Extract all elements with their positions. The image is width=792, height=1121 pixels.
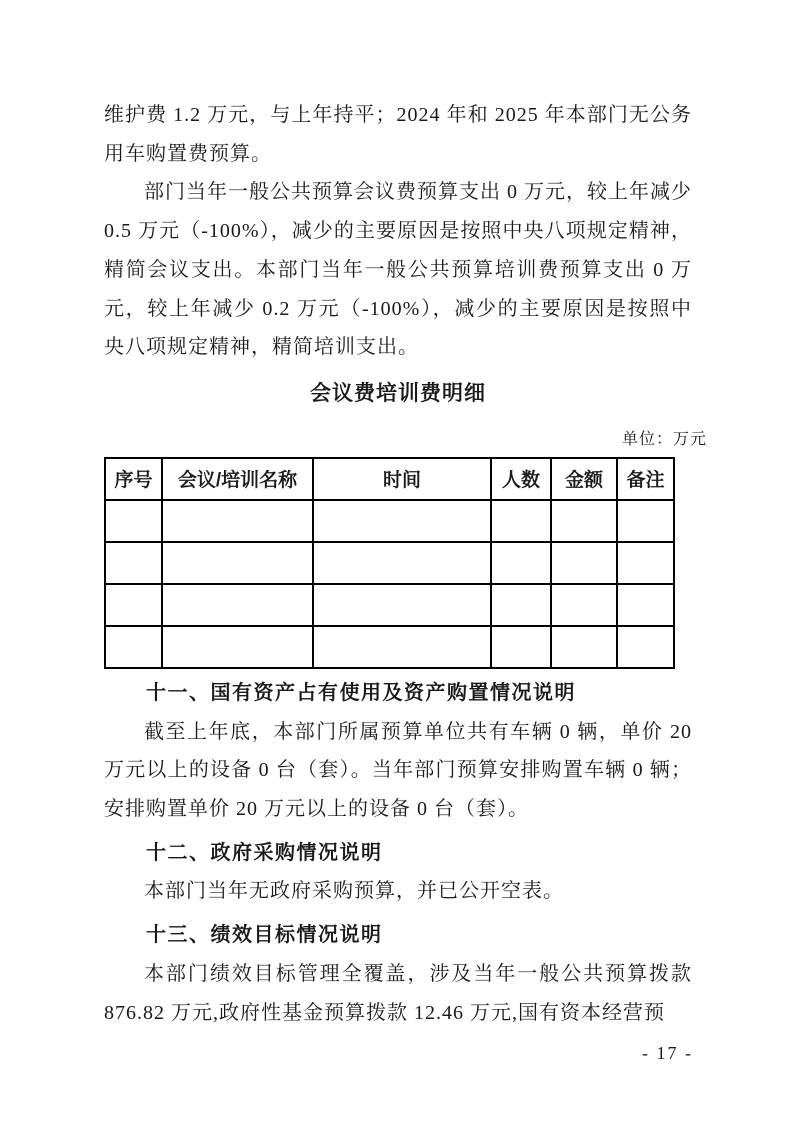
paragraph-government-procurement: 本部门当年无政府采购预算，并已公开空表。 [144, 880, 564, 903]
table-row [105, 626, 674, 668]
table-row [105, 500, 674, 542]
empty-cell [313, 626, 491, 668]
empty-cell [617, 584, 674, 626]
empty-cell [617, 626, 674, 668]
table-row [105, 584, 674, 626]
meeting-training-detail-table [104, 457, 675, 669]
empty-cell [313, 500, 491, 542]
paragraph-state-assets: 截至上年底，本部门所属预算单位共有车辆 0 辆，单价 20 万元以上的设备 0 台（套）。当年部门预算安排购置车辆 0 辆；安排购置单价 20 万元以上的设备 0 台（套）。 [104, 720, 692, 821]
empty-cell [617, 542, 674, 584]
section-heading-performance-targets: 十三、绩效目标情况说明 [146, 924, 383, 947]
empty-cell [491, 500, 551, 542]
column-header-remarks: 备注 [617, 458, 674, 500]
empty-cell [551, 542, 617, 584]
section-heading-government-procurement: 十二、政府采购情况说明 [146, 841, 383, 864]
empty-cell [617, 500, 674, 542]
empty-cell [313, 584, 491, 626]
empty-cell [105, 626, 162, 668]
empty-cell [551, 500, 617, 542]
table-title: 会议费培训费明细 [310, 381, 486, 405]
paragraph-performance-targets: 本部门绩效目标管理全覆盖，涉及当年一般公共预算拨款 876.82 万元,政府性基金预算拨款 12.46 万元,国有资本经营预 [104, 962, 692, 1024]
empty-cell [551, 626, 617, 668]
empty-cell [491, 542, 551, 584]
page-content [104, 0, 707, 1032]
column-header-time: 时间 [313, 458, 491, 500]
paragraph-vehicle-maintenance: 维护费 1.2 万元，与上年持平；2024 年和 2025 年本部门无公务用车购置费预算。 [104, 104, 692, 165]
column-header-people-count: 人数 [491, 458, 551, 500]
empty-cell [105, 542, 162, 584]
empty-cell [491, 584, 551, 626]
empty-cell [162, 542, 313, 584]
empty-cell [162, 584, 313, 626]
empty-cell [313, 542, 491, 584]
empty-cell [162, 626, 313, 668]
empty-cell [105, 584, 162, 626]
empty-cell [491, 626, 551, 668]
column-header-amount: 金额 [551, 458, 617, 500]
column-header-serial-number: 序号 [105, 458, 162, 500]
paragraph-meeting-training-budget: 部门当年一般公共预算会议费预算支出 0 万元，较上年减少 0.5 万元（-100%），减少的主要原因是按照中央八项规定精神，精简会议支出。本部门当年一般公共预算培训费预算支出 0 万元，较上年减少 0.2 万元（-100%），减少的主要原因是按照中央八项规定精神，精简培训支出。 [104, 181, 692, 359]
table-row [105, 542, 674, 584]
empty-cell [105, 500, 162, 542]
unit-label: 单位：万元 [621, 430, 707, 448]
column-header-meeting-training-name: 会议/培训名称 [162, 458, 313, 500]
empty-cell [551, 584, 617, 626]
page-number: - 17 - [642, 1043, 693, 1063]
table-header-row [105, 458, 674, 500]
empty-cell [162, 500, 313, 542]
section-heading-state-assets: 十一、国有资产占有使用及资产购置情况说明 [146, 681, 576, 704]
